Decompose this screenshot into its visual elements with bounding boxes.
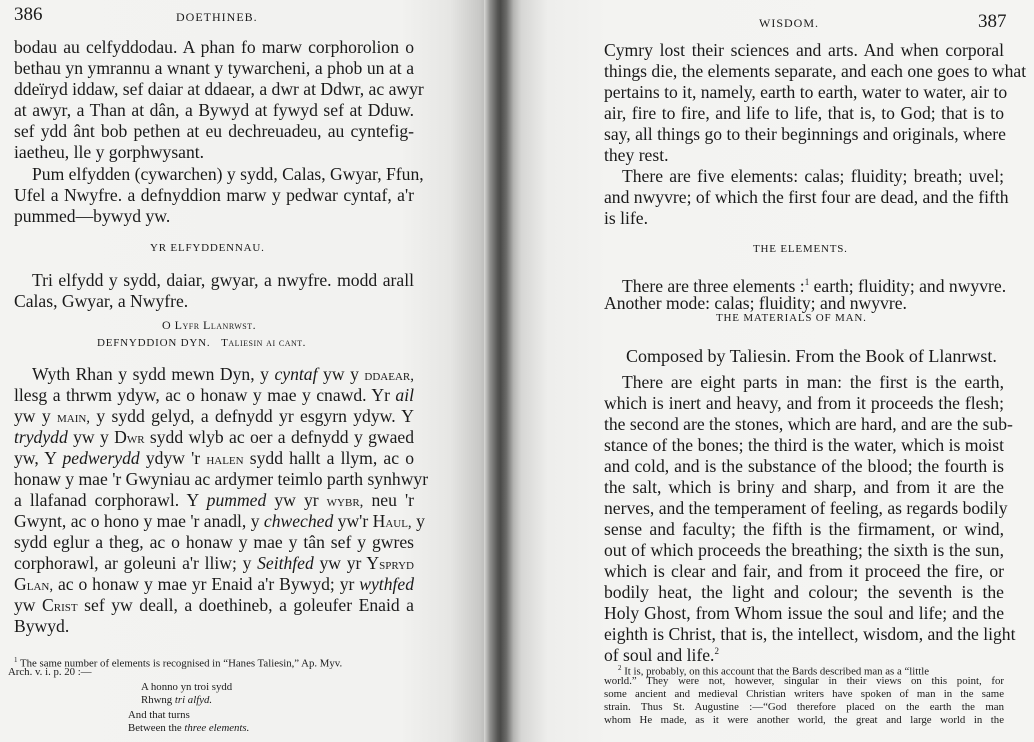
text-line: bodau au celfyddodau. A phan fo marw corphorolion o [14,37,414,57]
left-page [0,0,500,742]
text-line: pummed—bywyd yw. [14,206,171,226]
footnote-line: Arch. v. i. p. 20 :— [8,666,92,678]
text-line: sef ydd ânt bob pethen at eu dechreuadeu, au cyntefig- [14,121,414,141]
text-line: iaetheu, lle y gorphwysant. [14,142,205,162]
text-line: yw, Y pedwerydd ydyw 'r halen sydd hallt a llym, ac o [14,448,414,468]
right-page [500,0,1034,742]
text-line: bethau yn ymrannu a wnant y tywarcheni, a phob un at a [14,58,414,78]
text-line: Cymry lost their sciences and arts. And when corporal [604,40,1004,60]
text-line: Pum elfydden (cywarchen) y sydd, Calas, Gwyar, Ffun, [32,164,424,184]
text-line: the second are the stones, which are hard, and are the sub- [604,414,1013,434]
text-line: ddeïryd iddaw, sef daiar at ddaear, a dwr at Ddwr, ac awyr [14,79,424,99]
footnote-line: strain. Thus St. Augustine :—“God therefore placed on the earth the man [604,701,1004,713]
running-head: WISDOM. [759,16,819,30]
footnote-marker: 1 [14,656,18,664]
text-line: There are five elements: calas; fluidity; breath; uvel; [622,166,1004,186]
text-line: bodily heat, the light and colour; the seventh is the [604,582,1004,602]
page-number: 387 [978,11,1007,32]
footnote-line: world.” They were not, however, singular in their views on this point, for [604,675,1004,687]
text-line: stance of the bones; the third is the water, which is moist [604,435,1004,455]
text-line: is life. [604,208,648,228]
footnote-marker: 2 [618,664,622,672]
heading-attribution: Taliesin ai cant. [221,337,306,349]
text-line: air, fire to fire, and life to life, that is, to God; that is to [604,103,1004,123]
text-line: at awyr, a Than at dân, a Bywyd at fywyd sef at Dduw. [14,100,414,120]
footnote-verse: And that turns [128,709,190,721]
text-line: Calas, Gwyar, a Nwyfre. [14,291,189,311]
text-line: honaw y mae 'r Gwyniau ac ardymer teimlo parth synhwyr [14,469,429,489]
section-heading: YR ELFYDDENNAU. [150,242,265,254]
attribution-line: Composed by Taliesin. From the Book of Llanrwst. [626,346,997,366]
footnote-verse: A honno yn troi sydd [141,681,233,693]
section-heading: THE ELEMENTS. [753,243,848,255]
section-heading: THE MATERIALS OF MAN. [716,312,867,324]
text-line: There are eight parts in man: the first is the earth, [622,372,1004,392]
text-line: yw Crist sef yw deall, a doethineb, a goleufer Enaid a [14,595,414,615]
book-gutter [484,0,514,742]
text-line: say, all things go to their beginnings and originals, where [604,124,1006,144]
footnote-ref: 1 [804,277,810,287]
text-line: Ufel a Nwyfre. a defnyddion marw y pedwar cyntaf, a'r [14,185,414,205]
text-line: Wyth Rhan y sydd mewn Dyn, y cyntaf yw y ddaear, [32,364,414,384]
text-line: out of which proceeds the breathing; the sixth is the sun, [604,540,1004,560]
footnote-verse: Between the three elements. [128,722,250,734]
text-line: Bywyd. [14,616,70,636]
text-line: Glan, ac o honaw y mae yr Enaid a'r Bywyd; yr wythfed [14,574,414,594]
text-line: trydydd yw y Dwr sydd wlyb ac oer a defnydd y gwaed [14,427,415,447]
text-line: Gwynt, ac o hono y mae 'r anadl, y chweched yw'r Haul, y [14,511,425,531]
text-line: they rest. [604,145,669,165]
text-line: and nwyvre; of which the first four are dead, and the fifth [604,187,1009,207]
heading-main: DEFNYDDION DYN. [97,337,211,349]
footnote-ref: 2 [714,646,719,656]
text-line: There are three elements :$^1$ earth; fluidity; and nwyvre. [622,275,1007,296]
text-line: llesg a thrwm ydyw, ac o honaw y mae y cnawd. Yr ail [14,385,414,405]
section-heading [97,337,306,349]
text-line: Holy Ghost, from Whom issue the soul and life; and the [604,603,1004,623]
text-line: eighth is Christ, that is, the intellect, wisdom, and the light [604,624,1016,644]
footnote-line: whom He made, as it were another world, the great and large world in the [604,714,1004,726]
text-line: Tri elfydd y sydd, daiar, gwyar, a nwyfre. modd arall [32,270,414,290]
text-line: of soul and life.$^2$ [604,644,719,665]
text-line: Another mode: calas; fluidity; and nwyvre. [604,293,907,313]
text-line: which is inert and heavy, and from it proceeds the flesh; [604,393,1004,413]
text-line: sydd eglur a theg, ac o honaw y mae y tân sef y gwres [14,532,414,552]
text-line: yw y main, y sydd gelyd, a defnydd yr esgyrn ydyw. Y [14,406,414,426]
text-line: things die, the elements separate, and each one goes to what [604,61,1027,81]
text-line: the salt, which is briny and sharp, and from it are the [604,477,1004,497]
text-line: nerves, and the temperament of feeling, as regards bodily [604,498,1008,518]
text-line: and cold, and is the substance of the blood; the fourth is [604,456,1004,476]
page-number: 386 [14,4,43,25]
text-line: sense and faculty; the fifth is the firmament, or wind, [604,519,1004,539]
footnote: $^2$ It is, probably, on this account that the Bards described man as a “little [618,664,930,678]
footnote-line: some ancient and medieval Christian writers have spoken of man in the same [604,688,1004,700]
footnote-verse: Rhwng tri alfyd. [141,694,213,706]
source-heading: O Lyfr Llanrwst. [162,318,257,332]
text-line: a llafanad corphorawl. Y pummed yw yr wybr, neu 'r [14,490,414,510]
text-line: pertains to it, namely, earth to earth, water to water, air to [604,82,1008,102]
text-line: which is clear and fair, and from it proceed the fire, or [604,561,1004,581]
footnote: $^1$ The same number of elements is recognised in “Hanes Taliesin,” Ap. Myv. [14,656,343,670]
text-line: corphorawl, ar goleuni a'r lliw; y Seithfed yw yr Yspryd [14,553,414,573]
running-head: DOETHINEB. [176,10,258,24]
